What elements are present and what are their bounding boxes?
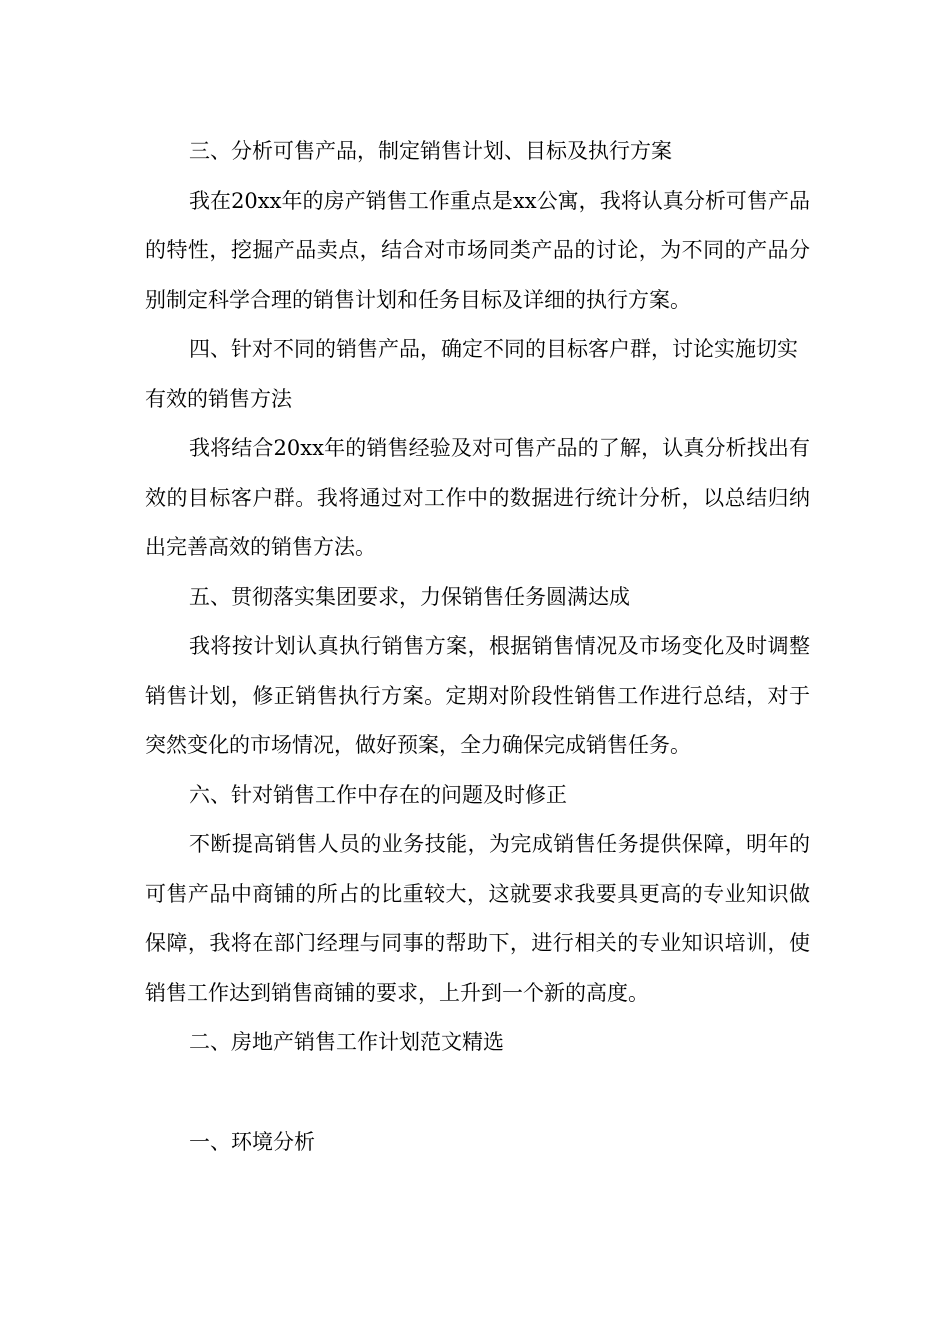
section-heading-5: 五、贯彻落实集团要求，力保销售任务圆满达成 bbox=[189, 584, 630, 609]
section-heading-4: 四、针对不同的销售产品，确定不同的目标客户群，讨论实施切实有效的销售方法 bbox=[145, 337, 798, 411]
section-paragraph-5: 我将按计划认真执行销售方案，根据销售情况及市场变化及时调整销售计划，修正销售执行方案。定期对阶段性销售工作进行总结，对于突然变化的市场情况，做好预案，全力确保完成销售任务。 bbox=[145, 634, 810, 757]
section-heading-3: 三、分析可售产品，制定销售计划、目标及执行方案 bbox=[189, 139, 672, 163]
document-body bbox=[145, 127, 810, 1167]
section-paragraph-3: 我在20xx年的房产销售工作重点是xx公寓，我将认真分析可售产品的特性，挖掘产品卖点，结合对市场同类产品的讨论，为不同的产品分别制定科学合理的销售计划和任务目标及详细的执行方案。 bbox=[145, 188, 810, 312]
environment-analysis-heading: 一、环境分析 bbox=[189, 1129, 315, 1154]
section-paragraph-6: 不断提高销售人员的业务技能，为完成销售任务提供保障，明年的可售产品中商铺的所占的比重较大，这就要求我要具更高的专业知识做保障，我将在部门经理与同事的帮助下，进行相关的专业知识培训，使销售工作达到销售商铺的要求，上升到一个新的高度。 bbox=[145, 832, 810, 1005]
blank-line bbox=[145, 1068, 810, 1118]
section-heading-6: 六、针对销售工作中存在的问题及时修正 bbox=[189, 782, 567, 807]
part-two-heading: 二、房地产销售工作计划范文精选 bbox=[189, 1030, 504, 1054]
section-paragraph-4: 我将结合20xx年的销售经验及对可售产品的了解，认真分析找出有效的目标客户群。我将通过对工作中的数据进行统计分析，以总结归纳出完善高效的销售方法。 bbox=[145, 436, 810, 559]
